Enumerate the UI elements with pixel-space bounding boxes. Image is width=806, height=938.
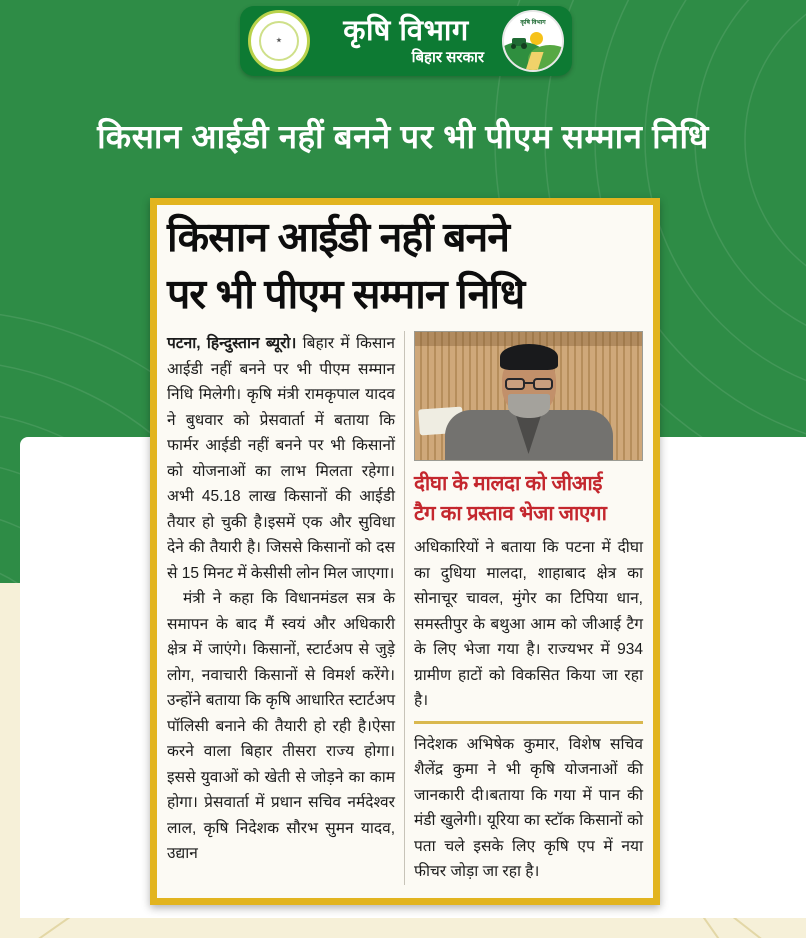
article-paragraph-3: अधिकारियों ने बताया कि पटना में दीघा का दुधिया मालदा, शाहाबाद क्षेत्र का सोनाचूर चावल, मुंगेर का टिपिया धान, समस्तीपुर के बथुआ आम को जीआई टैग के लिए भेजा गया है। राज्यभर में 934 ग्रामीण हाटों को विकसित किया जा रहा है। — [414, 539, 643, 709]
sub-headline-line2: टैग का प्रस्ताव भेजा जाएगा — [414, 502, 607, 525]
government-subtitle: बिहार सरकार — [411, 48, 484, 66]
article-body — [167, 331, 643, 885]
bihar-government-emblem-icon — [248, 10, 310, 72]
article-headline-line2: पर भी पीएम सम्मान निधि — [167, 271, 525, 317]
article-right-column — [405, 331, 643, 885]
article-paragraph-2: मंत्री ने कहा कि विधानमंडल सत्र के समापन के बाद मैं स्वयं और अधिकारी क्षेत्र में जाएंगे। किसानों, स्टार्टअप से जुड़े लोग, नवाचारी किसानों से विमर्श करेंगे। उन्होंने बताया कि कृषि आधारित स्टार्टअप पॉलिसी बनाने की तैयारी हो रही है।ऐसा करने वाला बिहार तीसरा राज्य होगा। इससे युवाओं को खेती से जोड़ने का काम होगा। प्रेसवार्ता में प्रधान सचिव नर्मदेश्वर लाल, कृषि निदेशक सौरभ सुमन यादव, उद्यान — [167, 590, 395, 862]
photo-person-glasses — [503, 378, 555, 391]
emblem-inner-ring — [259, 21, 299, 61]
article-headline — [167, 209, 643, 323]
logo-caption: कृषि विभाग — [520, 20, 546, 26]
tractor-icon — [512, 38, 526, 46]
photo-person-beard — [508, 394, 550, 418]
newspaper-clipping — [150, 198, 660, 905]
emblem-caption: ★ — [276, 37, 282, 44]
article-paragraph-1 — [167, 331, 395, 586]
sub-headline — [414, 469, 643, 529]
department-header — [240, 6, 572, 76]
poster-headline: किसान आईडी नहीं बनने पर भी पीएम सम्मान निधि — [97, 118, 709, 155]
minister-photo — [414, 331, 643, 461]
dateline: पटना, हिन्दुस्तान ब्यूरो। — [167, 335, 297, 352]
article-left-column — [167, 331, 405, 885]
department-title: कृषि विभाग — [343, 14, 469, 47]
photo-person-hair — [500, 344, 558, 370]
paragraph-text: बिहार में किसान आईडी नहीं बनने पर भी पीएम सम्मान निधि मिलेगी। कृषि मंत्री रामकृपाल यादव ने बुधवार को प्रेसवार्ता में बताया कि फार्मर आईडी नहीं बनने पर भी किसानों को योजनाओं का लाभ मिलता रहेगा। अभी 45.18 लाख किसानों की आईडी तैयार हो चुकी है।इसमें एक और सुविधा देने की तैयारी है। जिससे किसानों को दस से 15 मिनट में केसीसी लोन मिल जाएगा। — [167, 335, 395, 582]
article-paragraph-4: निदेशक अभिषेक कुमार, विशेष सचिव शैलेंद्र कुमा ने भी कृषि योजनाओं की जानकारी दी।बताया कि गया में पान की मंडी खुलेगी। यूरिया का स्टॉक किसानों को पता चले इसके लिए कृषि एप में नया फीचर जोड़ा जा रहा है। — [414, 735, 643, 880]
column-divider-rule — [414, 721, 643, 724]
sub-headline-line1: दीघा के मालदा को जीआई — [414, 472, 603, 495]
article-headline-line1: किसान आईडी नहीं बनने — [167, 214, 510, 260]
department-title-block — [310, 16, 502, 67]
krishi-vibhag-logo-icon — [502, 10, 564, 72]
